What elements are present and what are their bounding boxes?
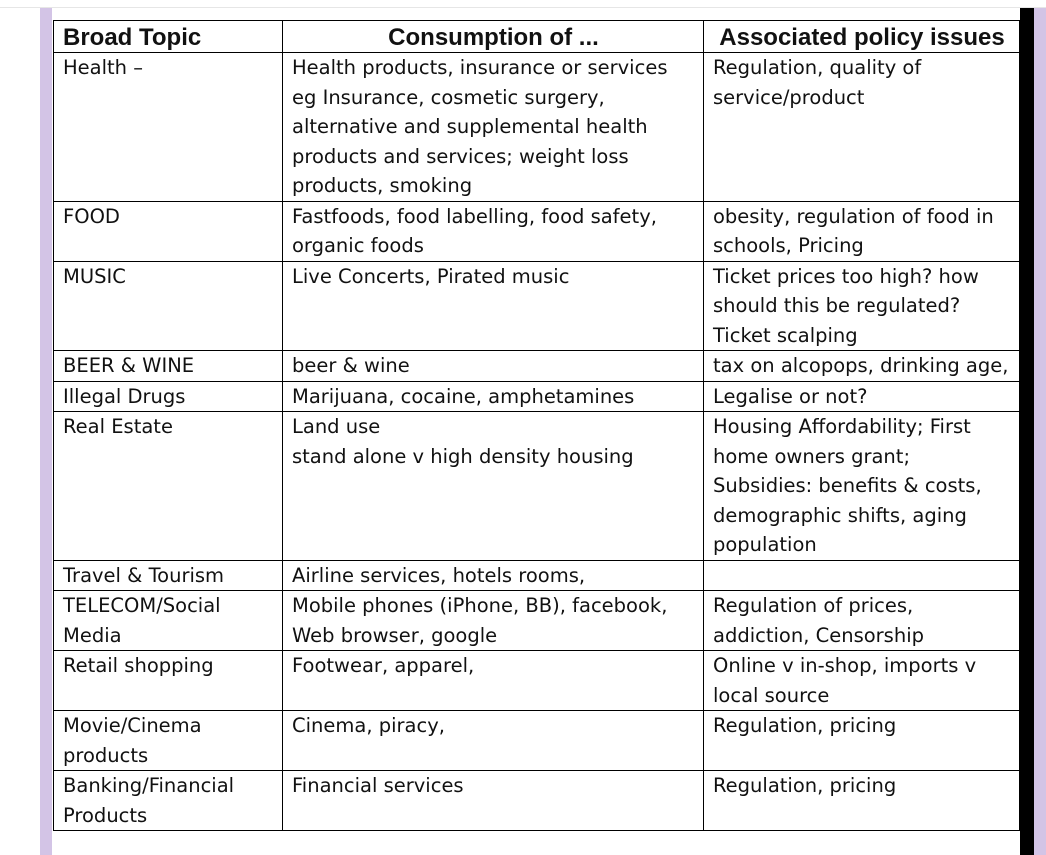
cell-line: Web browser, google: [292, 623, 498, 647]
cell-line: Airline services, hotels rooms,: [292, 563, 586, 587]
header-policy-issues: Associated policy issues: [704, 21, 1020, 53]
table-row: [54, 381, 1020, 412]
cell-line: Land use: [292, 415, 381, 438]
table-row: [54, 591, 1020, 651]
header-row: [54, 21, 1020, 53]
table-body: [54, 53, 1020, 831]
cell-line: Health –: [63, 56, 143, 79]
cell-line: Live Concerts, Pirated music: [292, 264, 570, 288]
topic-cell: [54, 201, 283, 261]
cell-line: FOOD: [63, 204, 120, 228]
topics-table: [53, 20, 1020, 831]
policy-cell: [704, 201, 1020, 261]
cell-line: Ticket prices too high? how: [713, 264, 979, 288]
left-frame-bar: [40, 8, 52, 855]
table-row: [54, 261, 1020, 351]
header-consumption: Consumption of ...: [283, 21, 704, 53]
topic-cell: [54, 381, 283, 412]
consumption-cell: [283, 381, 704, 412]
consumption-cell: [283, 560, 704, 591]
cell-line: Financial services: [292, 774, 464, 797]
right-frame-bar: [1034, 8, 1046, 855]
cell-line: Real Estate: [63, 415, 173, 438]
header-broad-topic: Broad Topic: [54, 21, 283, 53]
topic-cell: [54, 560, 283, 591]
topic-cell: [54, 771, 283, 831]
cell-line: BEER & WINE: [63, 354, 195, 377]
cell-line: alternative and supplemental health: [292, 115, 648, 138]
cell-line: MUSIC: [63, 264, 126, 288]
cell-line: Cinema, piracy,: [292, 714, 445, 737]
cell-line: Footwear, apparel,: [292, 654, 475, 677]
consumption-cell: [283, 201, 704, 261]
topic-cell: [54, 591, 283, 651]
table-row: [54, 651, 1020, 711]
topic-cell: [54, 351, 283, 382]
cell-line: home owners grant;: [713, 444, 911, 468]
cell-line: Illegal Drugs: [63, 384, 186, 408]
cell-line: Regulation of prices,: [713, 594, 914, 617]
table-row: [54, 711, 1020, 771]
consumption-cell: [283, 412, 704, 561]
cell-line: Regulation, pricing: [713, 714, 897, 737]
table-row: [54, 53, 1020, 202]
consumption-cell: [283, 591, 704, 651]
policy-cell: [704, 560, 1020, 591]
cell-line: products: [63, 743, 149, 767]
policy-cell: [704, 711, 1020, 771]
cell-line: Marijuana, cocaine, amphetamines: [292, 384, 635, 408]
cell-line: Subsidies: benefits & costs,: [713, 474, 982, 497]
consumption-cell: [283, 53, 704, 202]
topic-cell: [54, 53, 283, 202]
cell-line: Housing Affordability; First: [713, 415, 971, 438]
cell-line: local source: [713, 683, 830, 707]
cell-line: Fastfoods, food labelling, food safety,: [292, 204, 657, 228]
cell-line: TELECOM/Social: [63, 594, 221, 617]
policy-cell: [704, 412, 1020, 561]
consumption-cell: [283, 651, 704, 711]
cell-line: obesity, regulation of food in: [713, 204, 994, 228]
cell-line: Online v in-shop, imports v: [713, 654, 977, 677]
table-row: [54, 351, 1020, 382]
cell-line: Retail shopping: [63, 654, 214, 677]
consumption-cell: [283, 771, 704, 831]
topic-cell: [54, 651, 283, 711]
cell-line: Ticket scalping: [713, 323, 858, 347]
cell-line: organic foods: [292, 234, 424, 257]
table-row: [54, 201, 1020, 261]
policy-cell: [704, 261, 1020, 351]
cell-line: demographic shifts, aging: [713, 503, 967, 527]
cell-line: should this be regulated?: [713, 294, 961, 317]
policy-cell: [704, 591, 1020, 651]
consumption-cell: [283, 711, 704, 771]
cell-line: eg Insurance, cosmetic surgery,: [292, 85, 605, 109]
cell-line: products, smoking: [292, 174, 473, 197]
cell-line: Regulation, quality of: [713, 56, 922, 79]
policy-cell: [704, 651, 1020, 711]
table-row: [54, 412, 1020, 561]
cell-line: tax on alcopops, drinking age,: [713, 354, 1009, 377]
cell-line: Media: [63, 623, 122, 647]
cell-line: products and services; weight loss: [292, 144, 629, 168]
right-black-bar: [1020, 8, 1034, 855]
topic-cell: [54, 412, 283, 561]
cell-line: Products: [63, 803, 148, 827]
policy-cell: [704, 381, 1020, 412]
consumption-cell: [283, 261, 704, 351]
consumption-cell: [283, 351, 704, 382]
cell-line: Mobile phones (iPhone, BB), facebook,: [292, 594, 668, 617]
cell-line: schools, Pricing: [713, 234, 864, 257]
cell-line: Legalise or not?: [713, 384, 868, 408]
cell-line: Movie/Cinema: [63, 714, 202, 737]
cell-line: Regulation, pricing: [713, 774, 897, 797]
policy-cell: [704, 53, 1020, 202]
table-row: [54, 560, 1020, 591]
cell-line: addiction, Censorship: [713, 623, 924, 647]
cell-line: population: [713, 533, 817, 556]
cell-line: stand alone v high density housing: [292, 444, 634, 468]
cell-line: service/product: [713, 85, 865, 109]
policy-cell: [704, 771, 1020, 831]
cell-line: Travel & Tourism: [63, 563, 225, 587]
cell-line: beer & wine: [292, 354, 410, 377]
topic-cell: [54, 711, 283, 771]
cell-line: Health products, insurance or services: [292, 56, 668, 79]
cell-line: Banking/Financial: [63, 774, 235, 797]
table-row: [54, 771, 1020, 831]
policy-cell: [704, 351, 1020, 382]
top-divider: [0, 7, 1046, 8]
topic-cell: [54, 261, 283, 351]
